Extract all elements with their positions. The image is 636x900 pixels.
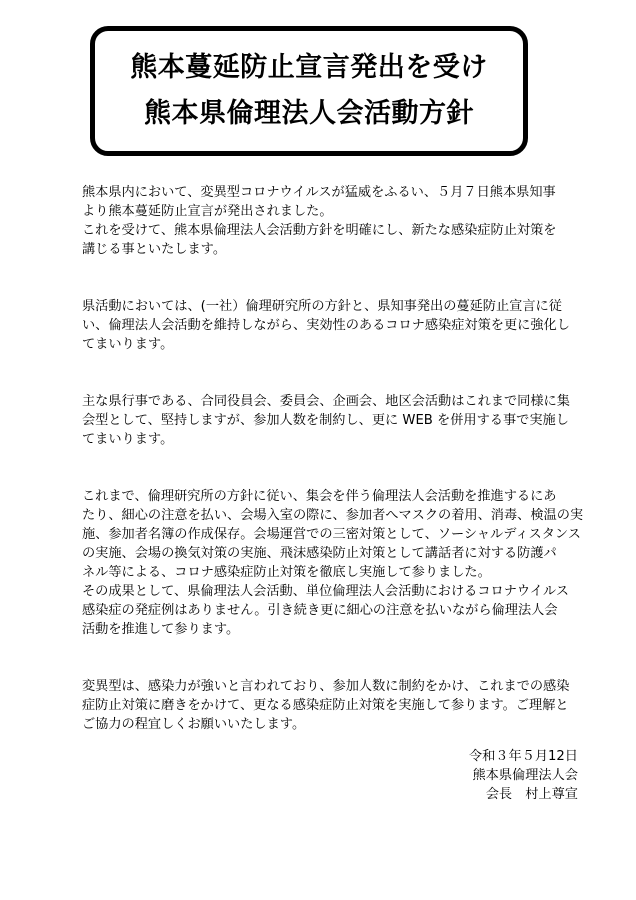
text-line: 感染症の発症例はありません。引き続き更に細心の注意を払いながら倫理法人会 [82, 603, 558, 618]
signature-author: 会長 村上尊宣 [485, 787, 578, 802]
paragraph-closing [82, 677, 570, 734]
text-line: 症防止対策に磨きをかけて、更なる感染症防止対策を実施して参ります。ご理解と [82, 698, 569, 713]
text-line: の実施、会場の換気対策の実施、飛沫感染防止対策として講話者に対する防護パ [82, 546, 557, 561]
text-line: ご協力の程宜しくお願いいたします。 [82, 717, 306, 732]
text-line: い、倫理法人会活動を維持しながら、実効性のあるコロナ感染症対策を更に強化し [82, 318, 570, 333]
title-box [90, 26, 528, 156]
text-line: これまで、倫理研究所の方針に従い、集会を伴う倫理法人会活動を推進するにあ [82, 489, 557, 504]
document-body [82, 183, 584, 772]
signature-organization: 熊本県倫理法人会 [472, 768, 578, 783]
text-line: これを受けて、熊本県倫理法人会活動方針を明確にし、新たな感染症防止対策を [82, 223, 557, 238]
paragraph-prefecture-activities [82, 297, 570, 354]
text-line: 講じる事といたします。 [82, 242, 227, 257]
paragraph-past-measures [82, 487, 584, 639]
signature-block [469, 747, 578, 804]
signature-date: 令和３年５月12日 [468, 749, 578, 764]
text-line: 会型として、堅持しますが、参加人数を制約し、更に WEB を併用する事で実施し [82, 413, 569, 428]
text-line: 施、参加者名簿の作成保存。会場運営での三密対策として、ソーシャルディスタンス [82, 527, 581, 542]
title-line-2: 熊本県倫理法人会活動方針 [144, 98, 474, 129]
text-line: ネル等による、コロナ感染症防止対策を徹底し実施して参りました。 [82, 565, 491, 580]
text-line: より熊本蔓延防止宣言が発出されました。 [82, 204, 333, 219]
text-line: 活動を推進して参ります。 [82, 622, 240, 637]
text-line: 熊本県内において、変異型コロナウイルスが猛威をふるい、５月７日熊本県知事 [82, 185, 556, 200]
text-line: たり、細心の注意を払い、会場入室の際に、参加者へマスクの着用、消毒、検温の実 [82, 508, 584, 523]
text-line: その成果として、県倫理法人会活動、単位倫理法人会活動におけるコロナウイルス [82, 584, 569, 599]
text-line: 変異型は、感染力が強いと言われており、参加人数に制約をかけ、これまでの感染 [82, 679, 570, 694]
text-line: てまいります。 [82, 337, 174, 352]
text-line: てまいります。 [82, 432, 174, 447]
paragraph-announcement [82, 183, 562, 259]
paragraph-main-events [82, 392, 570, 449]
text-line: 主な県行事である、合同役員会、委員会、企画会、地区会活動はこれまで同様に集 [82, 394, 570, 409]
title-line-1: 熊本蔓延防止宣言発出を受け [130, 52, 488, 83]
text-line: 県活動においては、(一社）倫理研究所の方針と、県知事発出の蔓延防止宣言に従 [82, 299, 562, 314]
